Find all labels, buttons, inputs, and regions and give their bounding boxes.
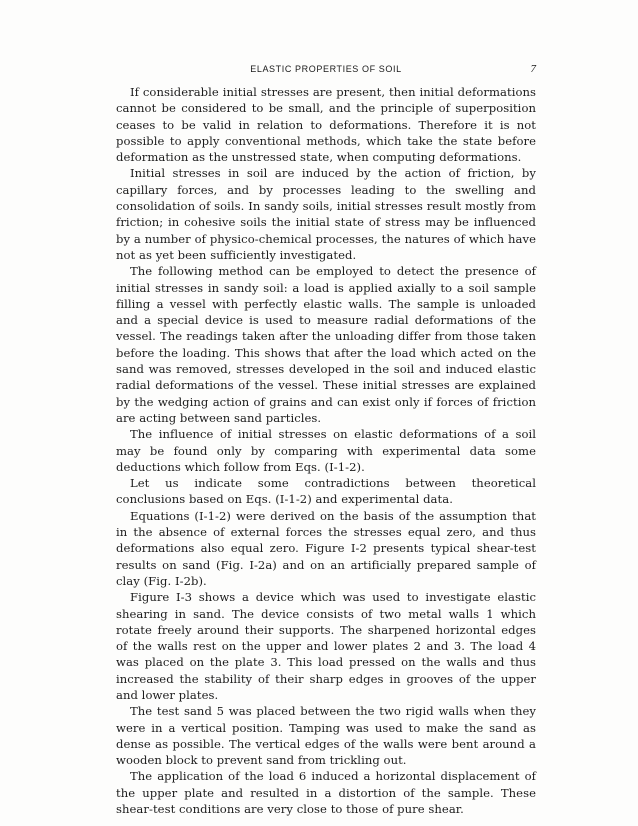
paragraph: The application of the load 6 induced a horizontal displacement of the upper plate and resulted in a distortion of the sample. These shear-test conditions are very close to those of pure shear. bbox=[116, 769, 536, 817]
body-text bbox=[116, 84, 536, 817]
paragraph: Figure I-3 shows a device which was used to investigate elastic shearing in sand. The device consists of two metal walls 1 which rotate freely around their supports. The sharpened horizontal edges of the walls rest on the upper and lower plates 2 and 3. The load 4 was placed on the plate 3. This load pressed on the walls and thus increased the stability of their sharp edges in grooves of the upper and lower plates. bbox=[116, 590, 536, 702]
page-number: 7 bbox=[530, 63, 536, 75]
paragraph: Equations (I-1-2) were derived on the basis of the assumption that in the absence of external forces the stresses equal zero, and thus deformations also equal zero. Figure I-2 presents typical shear-test results on sand (Fig. I-2a) and on an artificially prepared sample of clay (Fig. I-2b). bbox=[116, 508, 536, 588]
paragraph: The test sand 5 was placed between the two rigid walls when they were in a vertical position. Tamping was used to make the sand as dense as possible. The vertical edges of the walls were bent around a wooden block to prevent sand from trickling out. bbox=[116, 704, 536, 768]
paragraph: Let us indicate some contradictions between theoretical conclusions based on Eqs. (I-1-2) and experimental data. bbox=[116, 476, 536, 507]
paragraph: Initial stresses in soil are induced by the action of friction, by capillary forces, and by processes leading to the swelling and consolidation of soils. In sandy soils, initial stresses result mostly from friction; in cohesive soils the initial state of stress may be influenced by a number of physico-chemical processes, the natures of which have not as yet been sufficiently investigated. bbox=[116, 166, 536, 262]
running-head bbox=[116, 64, 536, 78]
running-title: ELASTIC PROPERTIES OF SOIL bbox=[250, 64, 402, 74]
paragraph: The following method can be employed to detect the presence of initial stresses in sandy soil: a load is applied axially to a soil sample filling a vessel with perfectly elastic walls. The sample is unloaded and a special device is used to measure radial deformations of the vessel. The readings taken after the unloading differ from those taken before the loading. This shows that after the load which acted on the sand was removed, stresses developed in the soil and induced elastic radial deformations of the vessel. These initial stresses are explained by the wedging action of grains and can exist only if forces of friction are acting between sand particles. bbox=[116, 264, 536, 425]
paragraph: The influence of initial stresses on elastic deformations of a soil may be found only by comparing with experimental data some deductions which follow from Eqs. (I-1-2). bbox=[116, 427, 536, 474]
paragraph: If considerable initial stresses are present, then initial deformations cannot be considered to be small, and the principle of superposition ceases to be valid in relation to deformations. Therefore it is not possible to apply conventional methods, which take the state before deformation as the unstressed state, when computing deformations. bbox=[116, 85, 536, 165]
